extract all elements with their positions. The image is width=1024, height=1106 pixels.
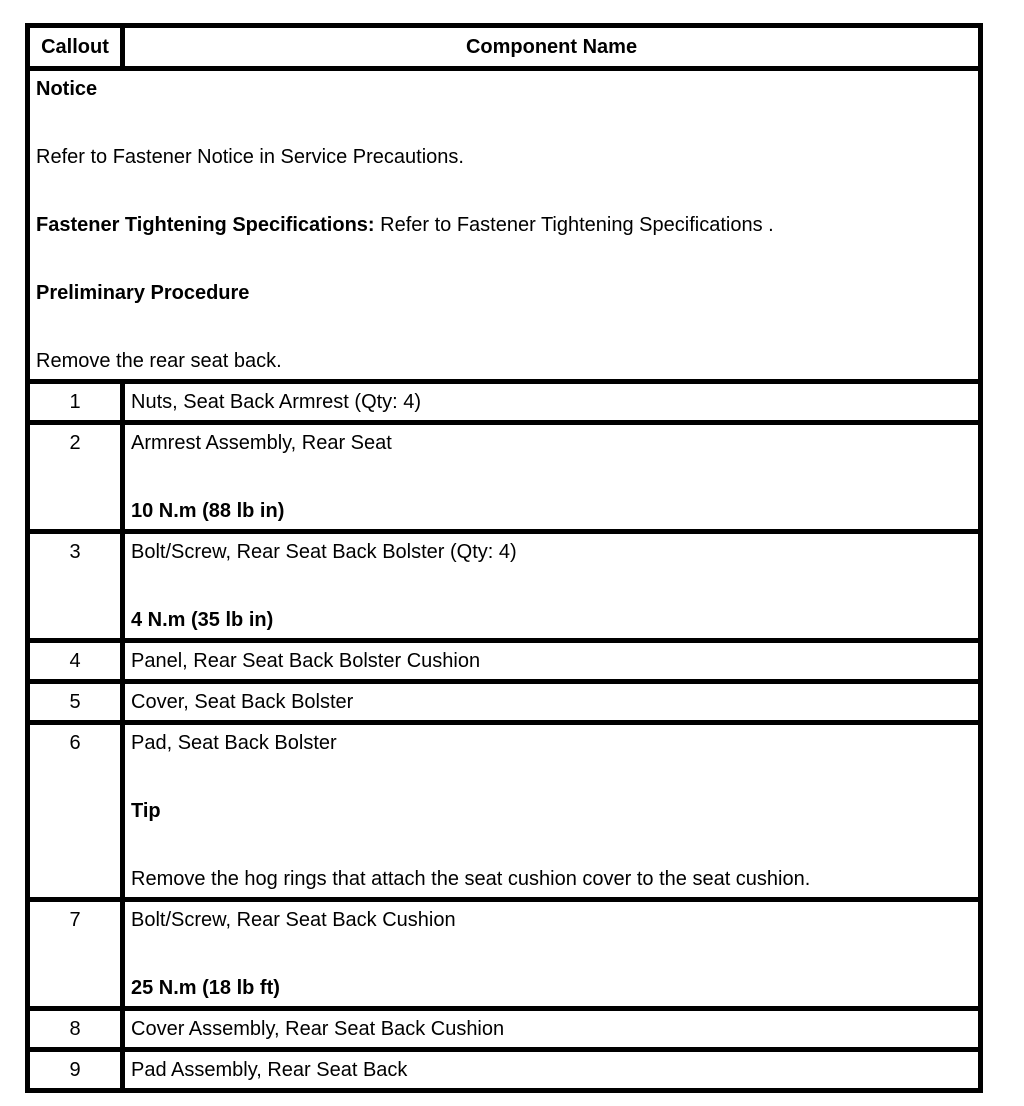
component-name-text: Remove the hog rings that attach the seat cushion cover to the seat cushion.	[131, 868, 811, 890]
callout-number: 4	[28, 641, 123, 682]
notice-paragraph	[36, 276, 972, 310]
table-body	[28, 69, 981, 1091]
component-cell	[123, 682, 981, 723]
component-name-text: Bolt/Screw, Rear Seat Back Cushion	[131, 909, 456, 931]
component-cell	[123, 423, 981, 532]
notice-bold-text: Fastener Tightening Specifications:	[36, 214, 375, 236]
callout-number: 9	[28, 1050, 123, 1091]
notice-row	[28, 69, 981, 382]
component-cell	[123, 1009, 981, 1050]
notice-paragraph	[36, 140, 972, 174]
notice-bold-text: Preliminary Procedure	[36, 282, 250, 304]
component-name-text: Cover Assembly, Rear Seat Back Cushion	[131, 1018, 505, 1040]
component-cell	[123, 1050, 981, 1091]
component-name-text: Pad, Seat Back Bolster	[131, 732, 337, 754]
notice-text: Remove the rear seat back.	[36, 350, 282, 372]
table-row	[28, 682, 981, 723]
component-name-text: Armrest Assembly, Rear Seat	[131, 432, 392, 454]
component-cell	[123, 723, 981, 900]
table-row	[28, 723, 981, 900]
component-spec-text: 4 N.m (35 lb in)	[131, 609, 274, 631]
component-spec-text: 10 N.m (88 lb in)	[131, 500, 285, 522]
notice-text: Refer to Fastener Tightening Specifications .	[374, 214, 774, 236]
component-cell	[123, 382, 981, 423]
component-cell	[123, 532, 981, 641]
callout-number: 1	[28, 382, 123, 423]
component-name-text: Panel, Rear Seat Back Bolster Cushion	[131, 650, 481, 672]
notice-paragraph	[36, 72, 972, 106]
table-row	[28, 900, 981, 1009]
component-name-text: Cover, Seat Back Bolster	[131, 691, 354, 713]
callout-number: 6	[28, 723, 123, 900]
callout-number: 7	[28, 900, 123, 1009]
callout-column-header: Callout	[28, 26, 123, 69]
table-row	[28, 1050, 981, 1091]
table-row	[28, 641, 981, 682]
component-cell	[123, 641, 981, 682]
callout-number: 8	[28, 1009, 123, 1050]
callout-number: 5	[28, 682, 123, 723]
notice-bold-text: Notice	[36, 78, 98, 100]
header-row	[28, 26, 981, 69]
component-table	[25, 23, 983, 1093]
table-row	[28, 1009, 981, 1050]
component-name-column-header: Component Name	[123, 26, 981, 69]
notice-paragraph	[36, 208, 972, 242]
component-cell	[123, 900, 981, 1009]
table-row	[28, 423, 981, 532]
table-row	[28, 532, 981, 641]
component-spec-text: 25 N.m (18 lb ft)	[131, 977, 280, 999]
table-row	[28, 382, 981, 423]
callout-number: 2	[28, 423, 123, 532]
callout-number: 3	[28, 532, 123, 641]
table-header	[28, 26, 981, 69]
component-name-text: Nuts, Seat Back Armrest (Qty: 4)	[131, 391, 422, 413]
component-name-text: Bolt/Screw, Rear Seat Back Bolster (Qty: 4)	[131, 541, 517, 563]
notice-cell	[28, 69, 981, 382]
notice-text: Refer to Fastener Notice in Service Precautions.	[36, 146, 464, 168]
notice-paragraph	[36, 344, 972, 378]
component-name-text: Pad Assembly, Rear Seat Back	[131, 1059, 408, 1081]
component-spec-text: Tip	[131, 800, 161, 822]
